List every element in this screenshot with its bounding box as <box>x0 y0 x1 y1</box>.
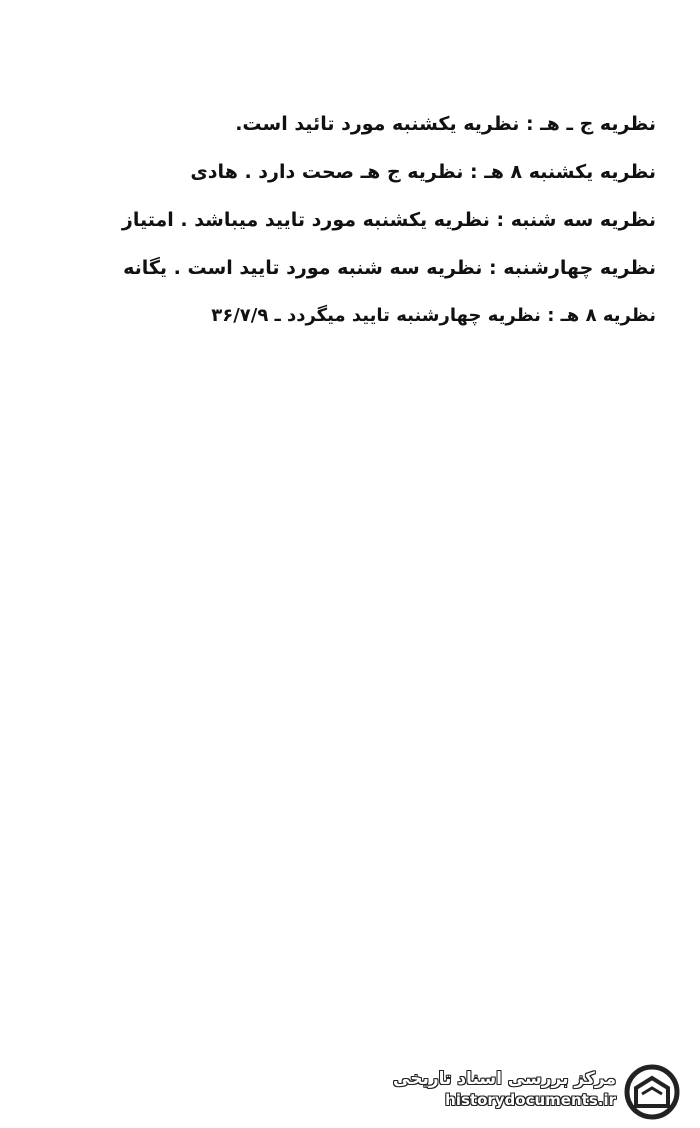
document-line-5: نظریه ۸ هـ : نظریه چهارشنبه تایید میگردد ـ ۳۶/۷/۹ <box>211 305 656 326</box>
document-line-3: نظریه سه شنبه : نظریه یکشنبه مورد تایید میباشد . امتیاز <box>121 209 656 231</box>
archive-logo-icon <box>622 1064 682 1120</box>
watermark <box>393 1062 688 1122</box>
document-line-2: نظریه یکشنبه ۸ هـ : نظریه ج هـ صحت دارد . هادی <box>190 161 656 183</box>
document-line-4: نظریه چهارشنبه : نظریه سه شنبه مورد تایید است . یگانه <box>123 257 656 279</box>
watermark-title: مرکز بررسی اسناد تاریخی <box>393 1069 616 1089</box>
document-line-1: نظریه ج ـ هـ : نظریه یکشنبه مورد تائید است. <box>235 113 656 135</box>
document-body <box>36 100 656 340</box>
watermark-url: historydocuments.ir <box>445 1091 616 1109</box>
watermark-text <box>393 1068 616 1110</box>
